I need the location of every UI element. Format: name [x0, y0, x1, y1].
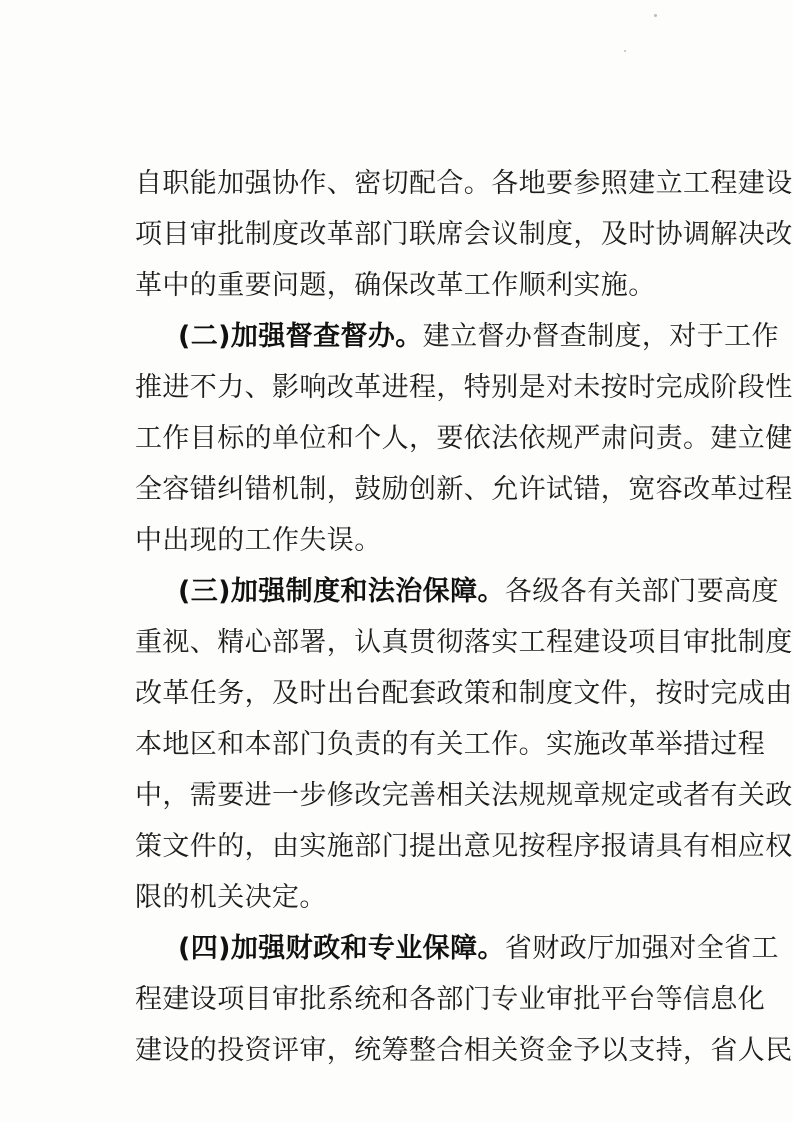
paragraph-2-line-4	[0, 466, 793, 514]
scan-speck	[624, 50, 626, 52]
body-text: 建立督办督查制度，对于工作	[422, 321, 779, 352]
body-text: 中，需要进一步修改完善相关法规规章规定或者有关政	[135, 780, 793, 811]
paragraph-3-line-7	[0, 874, 793, 922]
paragraph-4-line-1	[0, 925, 793, 973]
paragraph-3-line-2	[0, 619, 793, 667]
body-text: 重视、精心部署，认真贯彻落实工程建设项目审批制度	[135, 627, 793, 658]
body-text: 各级各有关部门要高度	[504, 576, 779, 607]
paragraph-1-line-3	[0, 262, 793, 310]
body-text: 革中的重要问题，确保改革工作顺利实施。	[135, 270, 656, 301]
body-text: 推进不力、影响改革进程，特别是对未按时完成阶段性	[135, 372, 793, 403]
paragraph-3-line-1	[0, 568, 793, 616]
paragraph-4-line-2	[0, 976, 793, 1024]
paragraph-2-line-3	[0, 415, 793, 463]
body-text: 策文件的，由实施部门提出意见按程序报请具有相应权	[135, 831, 793, 862]
section-heading: (四)加强财政和专业保障。	[178, 933, 505, 964]
paragraph-2-line-2	[0, 364, 793, 412]
scan-speck	[654, 14, 657, 17]
body-text: 改革任务，及时出台配套政策和制度文件，按时完成由	[135, 678, 793, 709]
body-text: 项目审批制度改革部门联席会议制度，及时协调解决改	[135, 219, 793, 250]
paragraph-3-line-6	[0, 823, 793, 871]
paragraph-2-line-5	[0, 517, 793, 565]
paragraph-3-line-3	[0, 670, 793, 718]
body-text: 工作目标的单位和个人，要依法依规严肃问责。建立健	[135, 423, 793, 454]
body-text: 建设的投资评审，统筹整合相关资金予以支持，省人民	[135, 1035, 793, 1066]
paragraph-4-line-3	[0, 1027, 793, 1075]
paragraph-1-line-1	[0, 160, 793, 208]
section-heading: (三)加强制度和法治保障。	[178, 576, 505, 607]
body-text: 自职能加强协作、密切配合。各地要参照建立工程建设	[135, 168, 793, 199]
body-text: 中出现的工作失误。	[135, 525, 382, 556]
paragraph-3-line-4	[0, 721, 793, 769]
body-text: 程建设项目审批系统和各部门专业审批平台等信息化	[135, 984, 766, 1015]
paragraph-2-line-1	[0, 313, 793, 361]
body-text: 全容错纠错机制，鼓励创新、允许试错，宽容改革过程	[135, 474, 793, 505]
body-text: 本地区和本部门负责的有关工作。实施改革举措过程	[135, 729, 766, 760]
body-text: 省财政厅加强对全省工	[504, 933, 779, 964]
body-text: 限的机关决定。	[135, 882, 327, 913]
paragraph-3-line-5	[0, 772, 793, 820]
paragraph-1-line-2	[0, 211, 793, 259]
section-heading: (二)加强督查督办。	[178, 321, 423, 352]
